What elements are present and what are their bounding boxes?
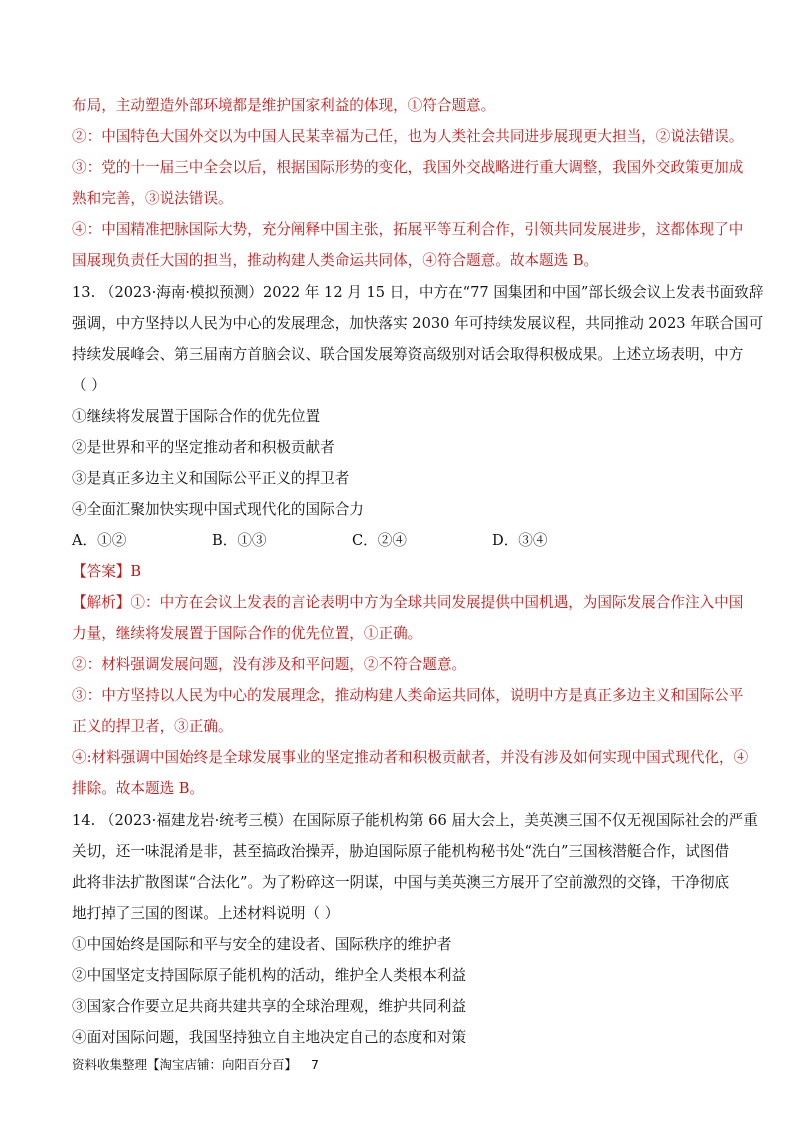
page-number: 7	[311, 1057, 319, 1072]
option-c: C．②④	[352, 532, 407, 549]
analysis-carryover-line: 布局，主动塑造外部环境都是维护国家利益的体现，①符合题意。	[72, 97, 496, 114]
question-13-analysis-line: 正义的捍卫者，③正确。	[72, 718, 233, 735]
question-13-analysis-line: ③：中方坚持以人民为中心的发展理念，推动构建人类命运共同体，说明中方是真正多边主义和国际公平	[72, 687, 744, 704]
question-13-item: ②是世界和平的坚定推动者和积极贡献者	[72, 439, 335, 456]
question-14-stem: 此将非法扩散图谋“合法化”。为了粉碎这一阴谋，中国与美英澳三方展开了空前激烈的交锋，干净彻底	[72, 874, 730, 891]
page-footer	[72, 1056, 319, 1074]
question-13-analysis-line: 排除。故本题选 B。	[72, 780, 205, 797]
analysis-carryover-line: 国展现负责任大国的担当，推动构建人类命运共同体，④符合题意。故本题选 B。	[72, 252, 599, 269]
option-b: B．①③	[212, 532, 267, 549]
question-13-item: ①继续将发展置于国际合作的优先位置	[72, 408, 321, 425]
analysis-carryover-line: 熟和完善，③说法错误。	[72, 190, 233, 207]
analysis-carryover-line: ③：党的十一届三中全会以后，根据国际形势的变化，我国外交战略进行重大调整，我国外交政策更加成	[72, 159, 744, 176]
footer-source-text: 资料收集整理【淘宝店铺：向阳百分百】	[72, 1057, 298, 1072]
question-13-analysis-line: ④:材料强调中国始终是全球发展事业的坚定推动者和积极贡献者，并没有涉及如何实现中国式现代化，④	[72, 749, 749, 766]
question-13-answer: 【答案】B	[72, 563, 142, 580]
question-14-stem: 关切，还一味混淆是非，甚至搞政治操弄，胁迫国际原子能机构秘书处“洗白”三国核潜艇合作，试图借	[72, 843, 730, 860]
question-13-item: ④全面汇聚加快实现中国式现代化的国际合力	[72, 501, 364, 518]
analysis-carryover-line: ④：中国精准把脉国际大势，充分阐释中国主张，拓展平等互利合作，引领共同发展进步，这都体现了中	[72, 221, 744, 238]
question-14-item: ①中国始终是国际和平与安全的建设者、国际秩序的维护者	[72, 936, 452, 953]
analysis-carryover-line: ②：中国特色大国外交以为中国人民某幸福为己任，也为人类社会共同进步展现更大担当，②说法错误。	[72, 128, 744, 145]
question-13-stem: 强调，中方坚持以人民为中心的发展理念，加快落实 2030 年可持续发展议程，共同推动 2023 年联合国可	[72, 315, 764, 332]
question-13-analysis-line: 【解析】①：中方在会议上发表的言论表明中方为全球共同发展提供中国机遇，为国际发展合作注入中国	[72, 594, 744, 611]
question-13-analysis-line: 力量，继续将发展置于国际合作的优先位置，①正确。	[72, 625, 423, 642]
question-14-stem: 地打掉了三国的图谋。上述材料说明（ ）	[72, 905, 340, 922]
question-13-stem: 持续发展峰会、第三届南方首脑会议、联合国发展筹资高级别对话会取得积极成果。上述立场表明，中方	[72, 346, 744, 363]
question-14-item: ③国家合作要立足共商共建共享的全球治理观，维护共同利益	[72, 998, 467, 1015]
question-13-analysis-line: ②：材料强调发展问题，没有涉及和平问题，②不符合题意。	[72, 656, 467, 673]
question-14-item: ②中国坚定支持国际原子能机构的活动，维护全人类根本利益	[72, 967, 467, 984]
question-14-item: ④面对国际问题，我国坚持独立自主地决定自己的态度和对策	[72, 1029, 467, 1046]
question-13-answer-blank: （ ）	[72, 377, 106, 394]
option-d: D．③④	[492, 532, 548, 549]
question-13-stem: 13. （2023·海南·模拟预测）2022 年 12 月 15 日，中方在“77 国集团和中国”部长级会议上发表书面致辞	[72, 284, 764, 301]
question-13-item: ③是真正多边主义和国际公平正义的捍卫者	[72, 470, 350, 487]
option-a: A．①②	[72, 532, 127, 549]
question-14-stem: 14. （2023·福建龙岩·统考三模）在国际原子能机构第 66 届大会上，美英澳三国不仅无视国际社会的严重	[72, 812, 758, 829]
